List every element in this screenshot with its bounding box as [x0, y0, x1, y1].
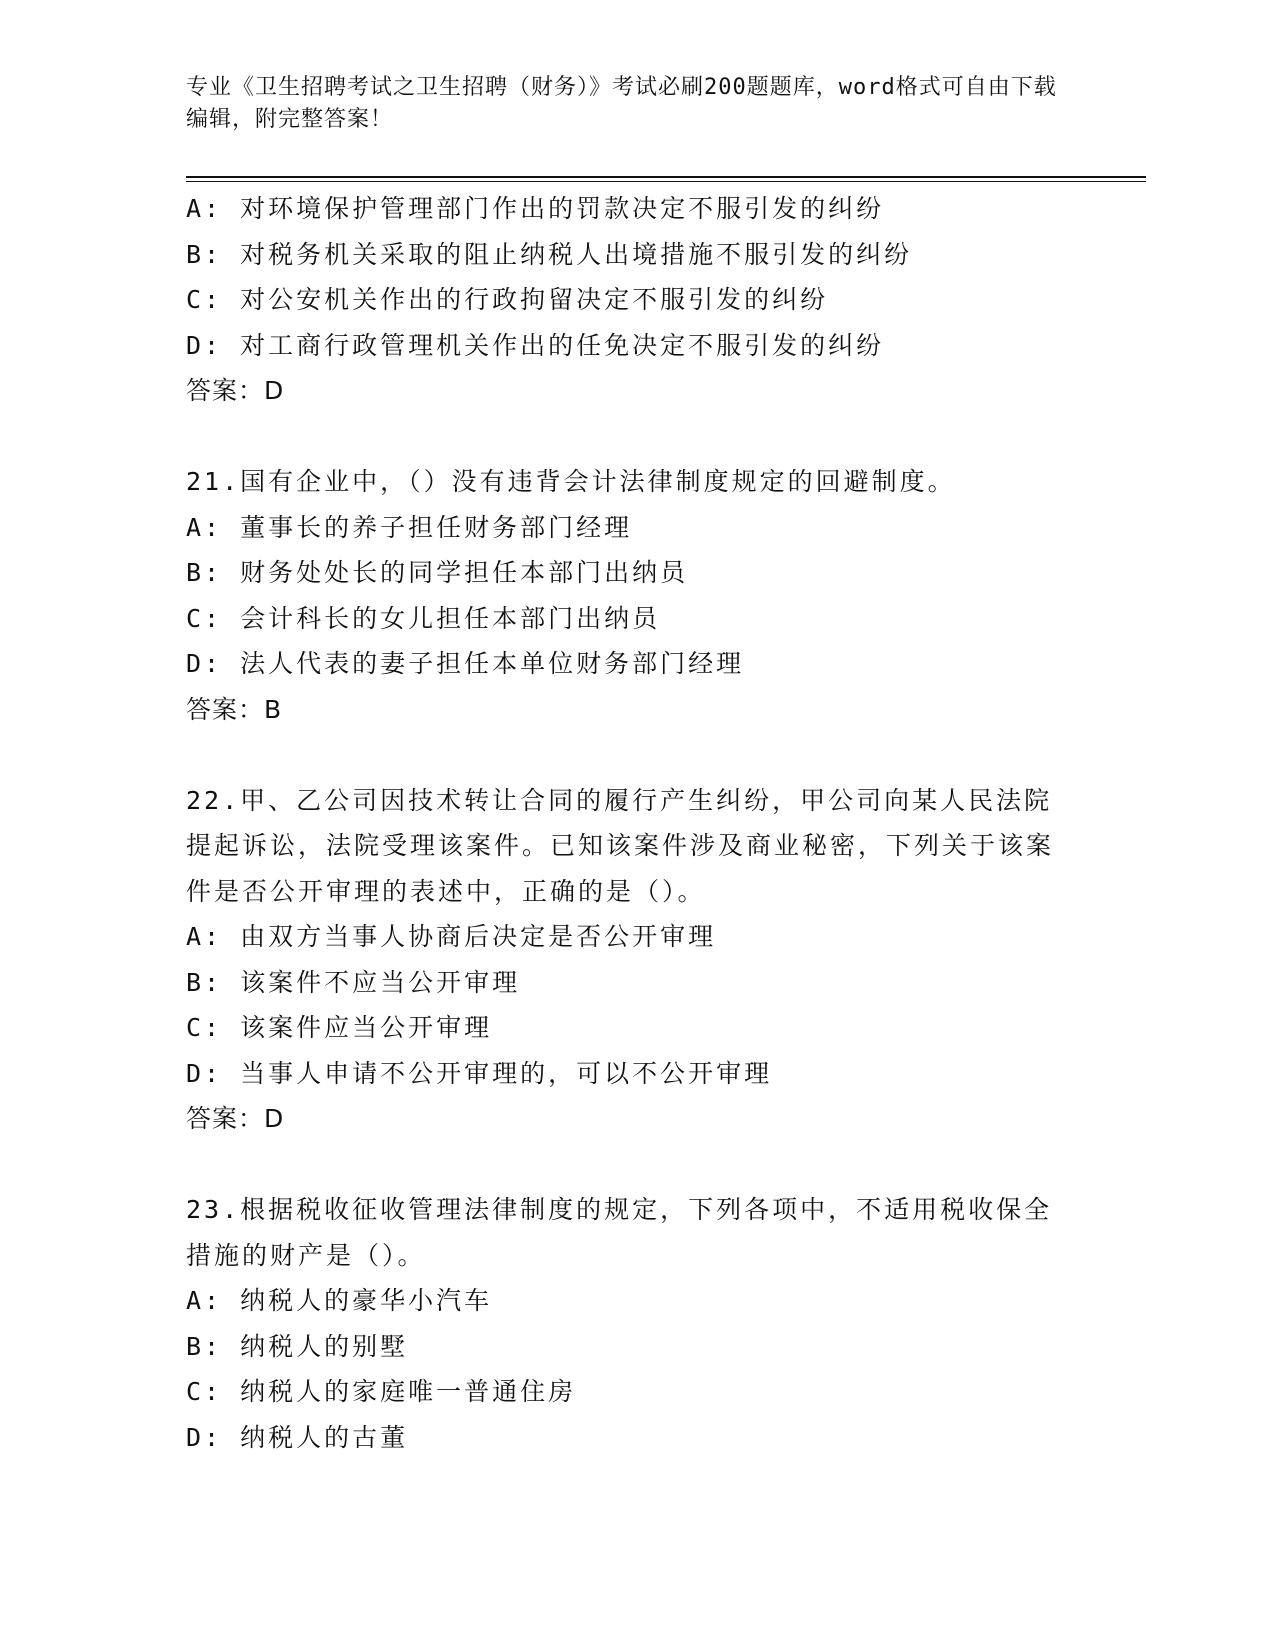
option-c: C: 该案件应当公开审理: [186, 1013, 493, 1042]
option-b: B: 纳税人的别墅: [186, 1331, 409, 1361]
option-b: B: 对税务机关采取的阻止纳税人出境措施不服引发的纠纷: [186, 239, 913, 269]
question-list: [186, 186, 1076, 1460]
answer-label: 答案：D: [186, 1104, 285, 1133]
option-d: D: 对工商行政管理机关作出的任免决定不服引发的纠纷: [186, 330, 885, 360]
option-c: C: 纳税人的家庭唯一普通住房: [186, 1377, 577, 1406]
header-divider-thick: [186, 176, 1146, 178]
spacer: [186, 1142, 1076, 1188]
option-d: D: 当事人申请不公开审理的，可以不公开审理: [186, 1058, 773, 1088]
option-a: A: 对环境保护管理部门作出的罚款决定不服引发的纠纷: [186, 194, 885, 223]
option-d: D: 纳税人的古董: [186, 1422, 409, 1452]
question-stem: 23.根据税收征收管理法律制度的规定，下列各项中，不适用税收保全措施的财产是（）。: [186, 1195, 1053, 1270]
option-b: B: 财务处处长的同学担任本部门出纳员: [186, 558, 689, 587]
option-b: B: 该案件不应当公开审理: [186, 967, 521, 997]
question-23: [186, 1187, 1076, 1460]
answer-label: 答案：D: [186, 376, 285, 405]
header-divider-thin: [186, 181, 1146, 182]
spacer: [186, 732, 1076, 778]
question-20: [186, 186, 1076, 414]
option-a: A: 纳税人的豪华小汽车: [186, 1286, 493, 1315]
question-22: [186, 778, 1076, 1142]
spacer: [186, 414, 1076, 460]
option-a: A: 由双方当事人协商后决定是否公开审理: [186, 922, 717, 951]
document-header-title: 专业《卫生招聘考试之卫生招聘（财务）》考试必刷200题题库，word格式可自由下载编辑，附完整答案！: [186, 75, 1057, 132]
answer-label: 答案：B: [186, 694, 283, 724]
question-stem: 22.甲、乙公司因技术转让合同的履行产生纠纷，甲公司向某人民法院提起诉讼，法院受理该案件。已知该案件涉及商业秘密，下列关于该案件是否公开审理的表述中，正确的是（）。: [186, 785, 1055, 906]
option-d: D: 法人代表的妻子担任本单位财务部门经理: [186, 649, 745, 678]
question-stem: 21.国有企业中，（）没有违背会计法律制度规定的回避制度。: [186, 467, 956, 496]
option-c: C: 会计科长的女儿担任本部门出纳员: [186, 603, 661, 633]
option-c: C: 对公安机关作出的行政拘留决定不服引发的纠纷: [186, 285, 829, 314]
question-21: [186, 459, 1076, 732]
option-a: A: 董事长的养子担任财务部门经理: [186, 512, 633, 542]
